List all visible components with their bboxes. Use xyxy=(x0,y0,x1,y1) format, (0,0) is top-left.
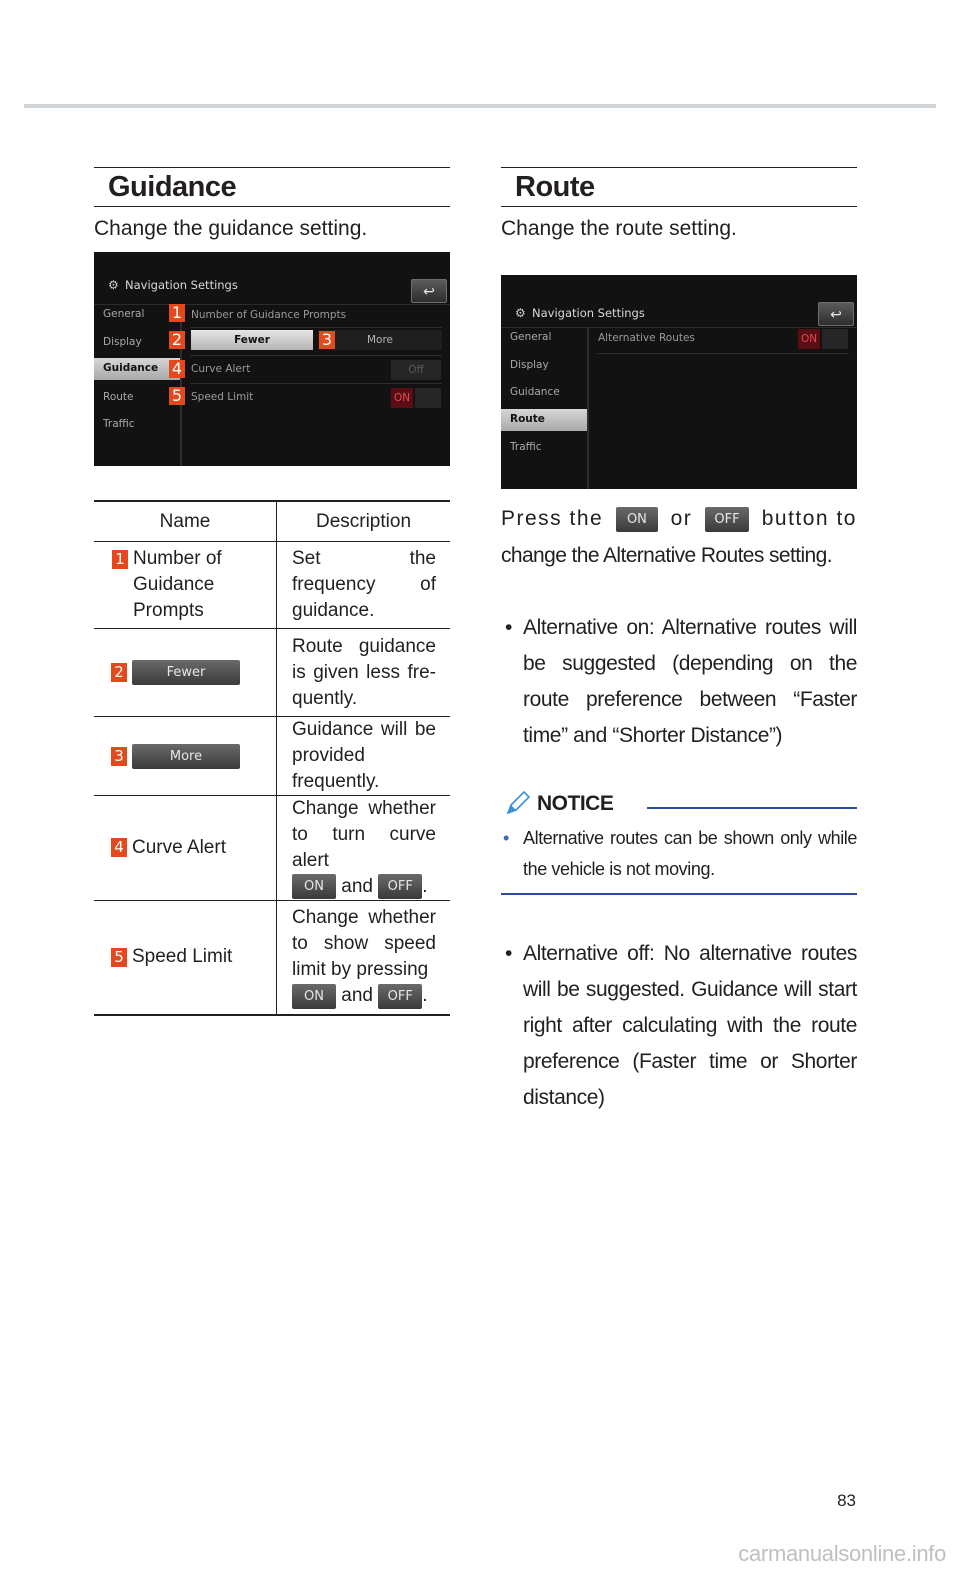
back-button[interactable] xyxy=(818,302,854,326)
alternative-routes-label: Alternative Routes xyxy=(598,332,695,344)
guidance-options-table xyxy=(94,500,450,1016)
speed-limit-toggle[interactable]: ON xyxy=(391,388,413,408)
callout-5: 5 xyxy=(169,387,185,405)
row-description: Guidance will be provided frequently. xyxy=(277,717,451,796)
top-rule xyxy=(24,104,936,108)
alternative-routes-toggle[interactable]: ON xyxy=(798,329,820,349)
route-settings-screenshot xyxy=(501,275,857,489)
back-button[interactable] xyxy=(411,279,447,303)
fewer-option[interactable]: Fewer xyxy=(191,330,313,350)
watermark: carmanualsonline.info xyxy=(738,1541,946,1566)
page-number: 83 xyxy=(837,1491,856,1510)
guidance-heading: Guidance xyxy=(94,167,450,207)
screen-title: Navigation Settings xyxy=(532,306,645,320)
press-instruction: Press the ON or OFF button to change the Alternative Routes setting. xyxy=(501,507,857,567)
notice-text: Alternative routes can be shown only while the vehicle is not moving. xyxy=(523,828,857,879)
nav-item-general[interactable]: General xyxy=(510,331,552,343)
row-badge: 4 xyxy=(111,838,127,857)
screen-title: Navigation Settings xyxy=(125,278,238,292)
pencil-icon xyxy=(505,790,531,816)
header-description: Description xyxy=(277,501,451,542)
row-description: Set the frequency of guidance. xyxy=(277,542,451,629)
back-arrow-icon: ↩ xyxy=(423,283,435,299)
row-name: Curve Alert xyxy=(132,837,226,858)
on-button-image: ON xyxy=(616,507,658,532)
table-row: 4 Curve Alert Change whether to turn curve alert ON and OFF . xyxy=(94,796,450,901)
nav-item-general[interactable]: General xyxy=(103,308,145,320)
row-name: Number of Guidance Prompts xyxy=(133,548,222,621)
on-button-image: ON xyxy=(292,874,336,899)
nav-item-traffic[interactable]: Traffic xyxy=(510,441,542,453)
speed-limit-label: Speed Limit xyxy=(191,391,254,403)
more-button-image: More xyxy=(132,744,240,769)
guidance-intro: Change the guidance setting. xyxy=(94,217,368,240)
row-badge: 3 xyxy=(111,747,127,766)
curve-alert-label: Curve Alert xyxy=(191,363,251,375)
bullet-alternative-off: • Alternative off: No alternative routes will be suggested. Guidance will start right after calculating with the route preference (Faster time or Shorter distance) xyxy=(505,942,857,1109)
nav-item-route-selected[interactable]: Route xyxy=(501,409,587,431)
callout-3: 3 xyxy=(319,331,335,349)
nav-item-display[interactable]: Display xyxy=(103,336,142,348)
row-description: Change whether to turn curve alert xyxy=(292,798,436,871)
on-button-image: ON xyxy=(292,984,336,1009)
off-button-image: OFF xyxy=(378,984,422,1009)
row-badge: 5 xyxy=(111,948,127,967)
route-heading: Route xyxy=(501,167,857,207)
curve-alert-toggle[interactable]: Off xyxy=(391,360,441,380)
row-description: Route guidance is given less fre-quently. xyxy=(277,629,451,717)
more-option[interactable]: More xyxy=(318,330,442,350)
callout-4: 4 xyxy=(169,360,185,378)
prompts-label: Number of Guidance Prompts xyxy=(191,309,347,321)
table-row xyxy=(94,629,450,717)
notice-title: NOTICE xyxy=(537,792,614,815)
off-button-image: OFF xyxy=(378,874,422,899)
guidance-settings-screenshot xyxy=(94,252,450,466)
nav-item-guidance[interactable]: Guidance xyxy=(510,386,560,398)
nav-item-guidance-selected[interactable]: Guidance xyxy=(94,358,180,380)
table-row xyxy=(94,542,450,629)
row-badge: 1 xyxy=(112,550,128,569)
route-intro: Change the route setting. xyxy=(501,217,737,240)
gear-icon: ⚙ xyxy=(515,306,526,320)
notice-box: NOTICE • Alternative routes can be shown only while the vehicle is not moving. xyxy=(501,786,857,896)
table-row: 5 Speed Limit Change whether to show speed limit by pressing ON and OFF . xyxy=(94,901,450,1015)
row-badge: 2 xyxy=(111,663,127,682)
back-arrow-icon: ↩ xyxy=(830,306,842,322)
nav-item-route[interactable]: Route xyxy=(103,391,134,403)
table-row xyxy=(94,717,450,796)
gear-icon: ⚙ xyxy=(108,278,119,292)
bullet-alternative-on: • Alternative on: Alternative routes will be suggested (depending on the route preference between “Faster time” and “Shorter Distance”) xyxy=(505,616,857,747)
off-button-image: OFF xyxy=(705,507,749,532)
callout-1: 1 xyxy=(169,304,185,322)
row-description: Change whether to show speed limit by pressing xyxy=(292,907,436,981)
row-name: Speed Limit xyxy=(132,946,233,968)
callout-2: 2 xyxy=(169,331,185,349)
fewer-button-image: Fewer xyxy=(132,660,240,685)
nav-item-display[interactable]: Display xyxy=(510,359,549,371)
header-name: Name xyxy=(94,501,277,542)
nav-item-traffic[interactable]: Traffic xyxy=(103,418,135,430)
